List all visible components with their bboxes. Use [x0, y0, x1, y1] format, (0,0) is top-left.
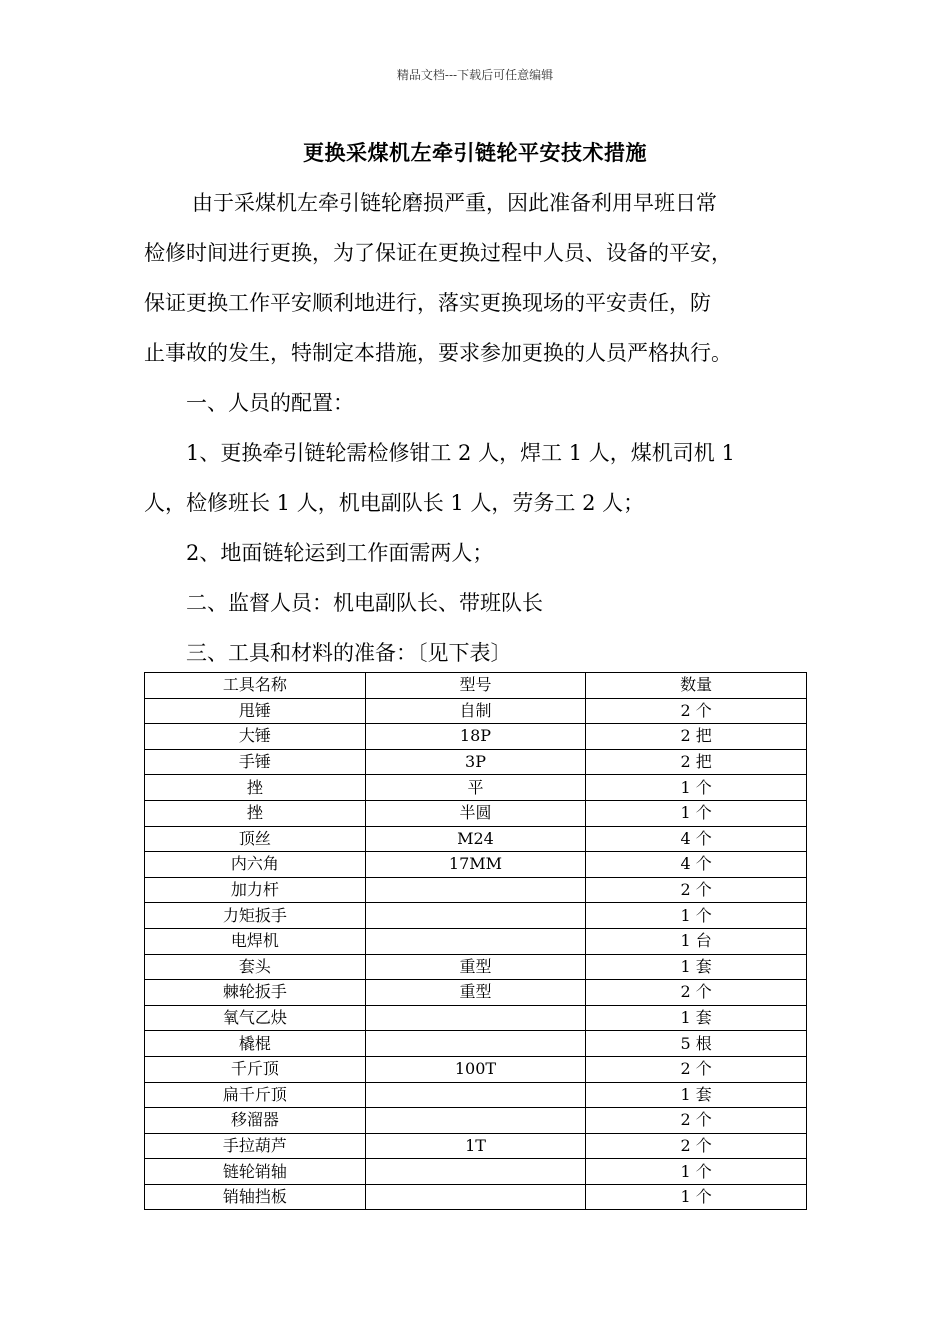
cell-model: 17MM [365, 852, 586, 878]
table-row [145, 800, 807, 826]
table-row [145, 775, 807, 801]
cell-model [365, 1184, 586, 1210]
cell-tool-name: 甩锤 [145, 698, 366, 724]
paragraph-line: 止事故的发生，特制定本措施，要求参加更换的人员严格执行。 [144, 341, 732, 365]
table-row [145, 1082, 807, 1108]
cell-tool-name: 电焊机 [145, 928, 366, 954]
cell-model [365, 1108, 586, 1134]
table-row [145, 1056, 807, 1082]
section-heading-tools: 三、工具和材料的准备：〔见下表〕 [186, 641, 512, 665]
table-row [145, 954, 807, 980]
table-row [145, 1005, 807, 1031]
cell-tool-name: 挫 [145, 800, 366, 826]
cell-model: 自制 [365, 698, 586, 724]
table-row [145, 877, 807, 903]
cell-model: 1T [365, 1133, 586, 1159]
table-row [145, 1184, 807, 1210]
page-header: 精品文档---下载后可任意编辑 [396, 68, 554, 82]
table-row [145, 928, 807, 954]
cell-quantity: 1 个 [586, 775, 807, 801]
column-header-quantity: 数量 [586, 673, 807, 699]
cell-quantity: 2 个 [586, 877, 807, 903]
cell-model: 半圆 [365, 800, 586, 826]
personnel-item-1-cont: 人，检修班长 1 人，机电副队长 1 人，劳务工 2 人； [144, 491, 645, 515]
cell-tool-name: 手拉葫芦 [145, 1133, 366, 1159]
table-row [145, 903, 807, 929]
paragraph-line: 保证更换工作平安顺利地进行，落实更换现场的平安责任，防 [144, 291, 711, 315]
cell-quantity: 1 套 [586, 1005, 807, 1031]
cell-tool-name: 销轴挡板 [145, 1184, 366, 1210]
cell-quantity: 1 个 [586, 1184, 807, 1210]
cell-model: M24 [365, 826, 586, 852]
table-row [145, 1133, 807, 1159]
cell-tool-name: 移溜器 [145, 1108, 366, 1134]
cell-quantity: 1 个 [586, 1159, 807, 1185]
tools-table [144, 672, 807, 1210]
table-row [145, 826, 807, 852]
cell-model: 重型 [365, 954, 586, 980]
document-title: 更换采煤机左牵引链轮平安技术措施 [303, 140, 647, 165]
cell-tool-name: 加力杆 [145, 877, 366, 903]
cell-model [365, 877, 586, 903]
paragraph-line: 检修时间进行更换，为了保证在更换过程中人员、设备的平安， [144, 241, 732, 265]
cell-model [365, 928, 586, 954]
cell-quantity: 2 个 [586, 1108, 807, 1134]
cell-tool-name: 扁千斤顶 [145, 1082, 366, 1108]
cell-tool-name: 手锤 [145, 749, 366, 775]
personnel-item-2: 2、地面链轮运到工作面需两人； [186, 541, 494, 565]
column-header-model: 型号 [365, 673, 586, 699]
table-row [145, 698, 807, 724]
cell-tool-name: 棘轮扳手 [145, 980, 366, 1006]
cell-quantity: 1 个 [586, 800, 807, 826]
cell-quantity: 2 把 [586, 749, 807, 775]
cell-tool-name: 橇棍 [145, 1031, 366, 1057]
table-row [145, 1031, 807, 1057]
cell-model [365, 1082, 586, 1108]
cell-model [365, 903, 586, 929]
table-row [145, 749, 807, 775]
cell-model: 平 [365, 775, 586, 801]
cell-tool-name: 大锤 [145, 724, 366, 750]
cell-quantity: 1 台 [586, 928, 807, 954]
cell-model: 18P [365, 724, 586, 750]
table-header-row [145, 673, 807, 699]
cell-quantity: 4 个 [586, 826, 807, 852]
cell-tool-name: 链轮销轴 [145, 1159, 366, 1185]
table-row [145, 980, 807, 1006]
cell-tool-name: 内六角 [145, 852, 366, 878]
cell-tool-name: 挫 [145, 775, 366, 801]
document-body [144, 178, 834, 678]
cell-quantity: 5 根 [586, 1031, 807, 1057]
cell-tool-name: 顶丝 [145, 826, 366, 852]
cell-quantity: 2 个 [586, 1133, 807, 1159]
cell-quantity: 2 个 [586, 698, 807, 724]
cell-model: 重型 [365, 980, 586, 1006]
section-heading-personnel: 一、人员的配置： [186, 391, 354, 415]
cell-quantity: 1 个 [586, 903, 807, 929]
table-row [145, 1159, 807, 1185]
cell-tool-name: 氧气乙炔 [145, 1005, 366, 1031]
personnel-item-1: 1、更换牵引链轮需检修钳工 2 人，焊工 1 人，煤机司机 1 [186, 441, 735, 465]
cell-quantity: 2 把 [586, 724, 807, 750]
cell-model: 100T [365, 1056, 586, 1082]
table-row [145, 852, 807, 878]
table-body [145, 698, 807, 1210]
cell-model [365, 1005, 586, 1031]
column-header-tool-name: 工具名称 [145, 673, 366, 699]
cell-model: 3P [365, 749, 586, 775]
cell-quantity: 2 个 [586, 1056, 807, 1082]
cell-quantity: 1 套 [586, 1082, 807, 1108]
cell-model [365, 1031, 586, 1057]
cell-quantity: 4 个 [586, 852, 807, 878]
cell-tool-name: 千斤顶 [145, 1056, 366, 1082]
table-row [145, 724, 807, 750]
table-row [145, 1108, 807, 1134]
section-heading-supervision: 二、监督人员：机电副队长、带班队长 [186, 591, 543, 615]
cell-tool-name: 套头 [145, 954, 366, 980]
cell-quantity: 2 个 [586, 980, 807, 1006]
paragraph-line: 由于采煤机左牵引链轮磨损严重，因此准备利用早班日常 [192, 191, 717, 215]
cell-model [365, 1159, 586, 1185]
cell-quantity: 1 套 [586, 954, 807, 980]
cell-tool-name: 力矩扳手 [145, 903, 366, 929]
